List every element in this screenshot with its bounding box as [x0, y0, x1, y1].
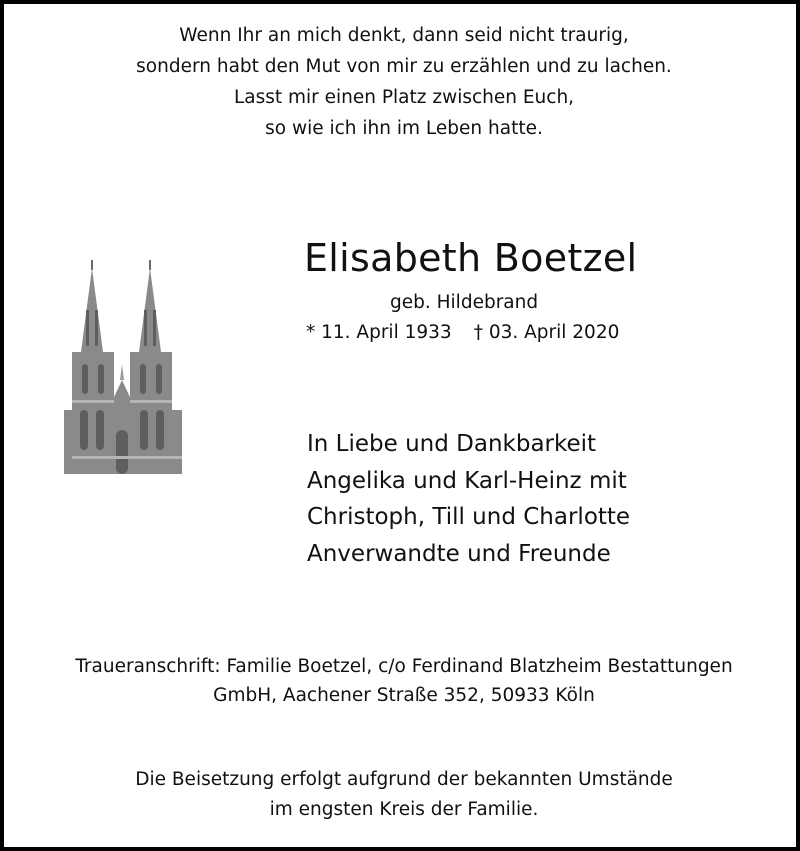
deceased-name: Elisabeth Boetzel [304, 236, 638, 280]
address-line: GmbH, Aachener Straße 352, 50933 Köln [213, 685, 595, 706]
poem [4, 20, 800, 144]
poem-line: sondern habt den Mut von mir zu erzählen und zu lachen. [136, 56, 672, 77]
poem-line: Lasst mir einen Platz zwischen Euch, [233, 87, 575, 108]
mourners-line: Christoph, Till und Charlotte [307, 504, 631, 530]
birth-name: geb. Hildebrand [390, 292, 539, 313]
mourning-address [4, 652, 800, 710]
birth-date: * 11. April 1933 [306, 322, 452, 343]
address-line: Traueranschrift: Familie Boetzel, c/o Ferdinand Blatzheim Bestattungen [75, 656, 733, 677]
mourners-line: Angelika und Karl-Heinz mit [307, 467, 627, 494]
burial-line: im engsten Kreis der Familie. [269, 799, 539, 820]
mourners-line: In Liebe und Dankbarkeit [307, 431, 597, 457]
burial-note [4, 765, 800, 825]
mourners-block [307, 426, 630, 572]
cologne-cathedral-icon [62, 260, 186, 474]
burial-line: Die Beisetzung erfolgt aufgrund der bekannten Umstände [135, 769, 673, 790]
life-dates [306, 322, 619, 343]
mourners-line: Anverwandte und Freunde [307, 540, 611, 567]
poem-line: so wie ich ihn im Leben hatte. [265, 118, 543, 139]
death-date: † 03. April 2020 [473, 322, 620, 343]
poem-line: Wenn Ihr an mich denkt, dann seid nicht traurig, [179, 25, 629, 46]
